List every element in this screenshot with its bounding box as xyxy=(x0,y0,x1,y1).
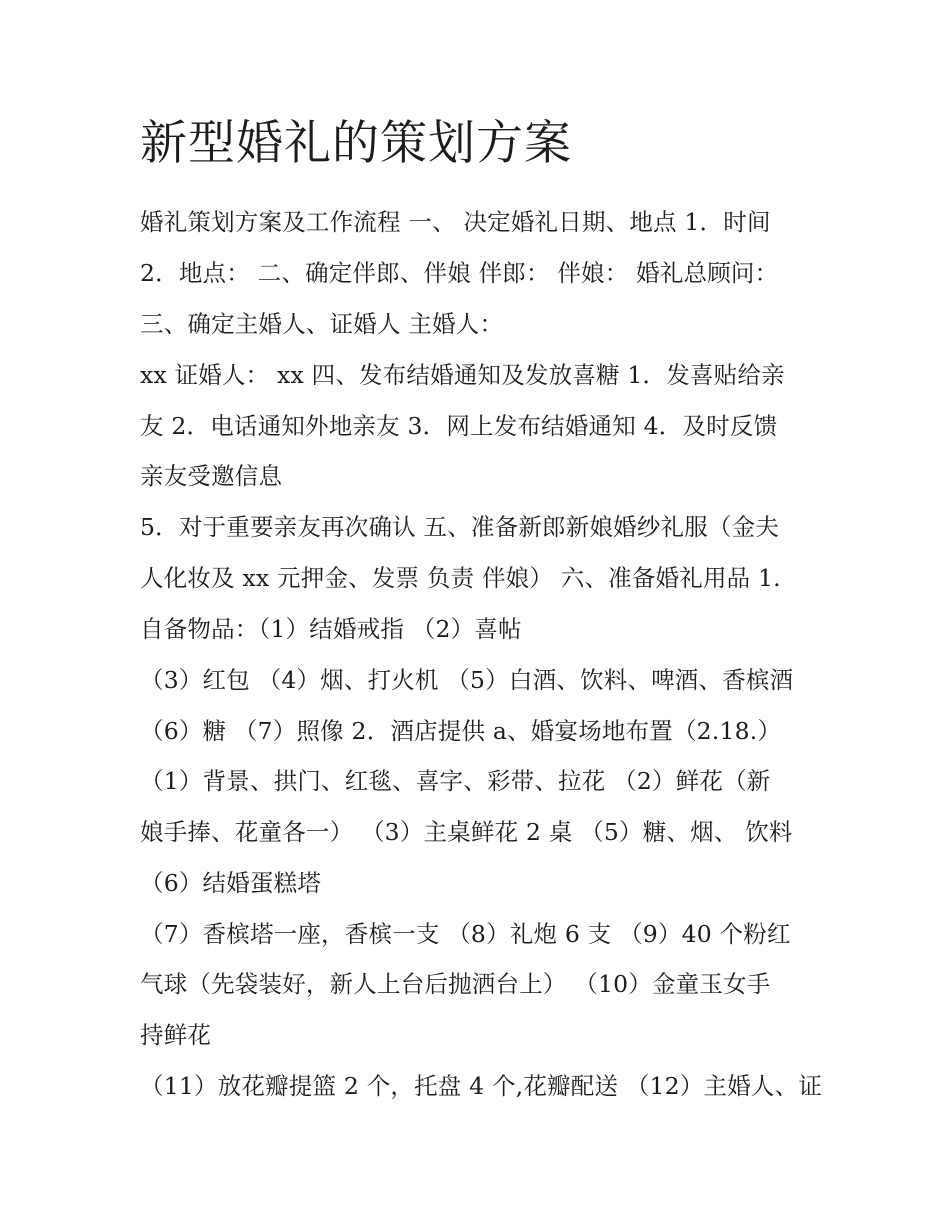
body-line-2: 2．地点： 二、确定伴郎、伴娘 伴郎： 伴娘： 婚礼总顾问： xyxy=(140,259,779,287)
body-line-12: （1）背景、拱门、红毯、喜字、彩带、拉花 （2）鲜花（新 xyxy=(140,767,771,795)
body-line-7: 5．对于重要亲友再次确认 五、准备新郎新娘婚纱礼服（金夫 xyxy=(140,513,780,541)
document-title: 新型婚礼的策划方案 xyxy=(140,116,572,171)
body-line-15: （7）香槟塔一座，香槟一支 （8）礼炮 6 支 （9）40 个粉红 xyxy=(140,920,791,948)
body-line-13: 娘手捧、花童各一） （3）主桌鲜花 2 桌 （5）糖、烟、 饮料 xyxy=(140,818,793,846)
body-line-1: 婚礼策划方案及工作流程 一、 决定婚礼日期、地点 1．时间 xyxy=(140,208,771,236)
body-line-10: （3）红包 （4）烟、打火机 （5）白酒、饮料、啤酒、香槟酒 xyxy=(140,666,794,694)
body-line-5: 友 2．电话通知外地亲友 3．网上发布结婚通知 4．及时反馈 xyxy=(140,412,778,440)
body-line-9: 自备物品：（1）结婚戒指 （2）喜帖 xyxy=(140,615,522,643)
body-line-8: 人化妆及 xx 元押金、发票 负责 伴娘） 六、准备婚礼用品 1. xyxy=(140,564,781,592)
body-line-11: （6）糖 （7）照像 2．酒店提供 a、婚宴场地布置（2.18.） xyxy=(140,717,782,745)
body-line-6: 亲友受邀信息 xyxy=(140,462,283,490)
body-line-17: 持鲜花 xyxy=(140,1021,212,1049)
body-line-4: xx 证婚人： xx 四、发布结婚通知及发放喜糖 1．发喜贴给亲 xyxy=(140,361,785,389)
body-line-16: 气球（先袋装好，新人上台后抛洒台上） （10）金童玉女手 xyxy=(140,970,771,998)
body-line-3: 三、确定主婚人、证婚人 主婚人： xyxy=(140,310,504,338)
body-line-14: （6）结婚蛋糕塔 xyxy=(140,869,322,897)
body-line-18: （11）放花瓣提篮 2 个，托盘 4 个,花瓣配送 （12）主婚人、证 xyxy=(140,1072,823,1100)
